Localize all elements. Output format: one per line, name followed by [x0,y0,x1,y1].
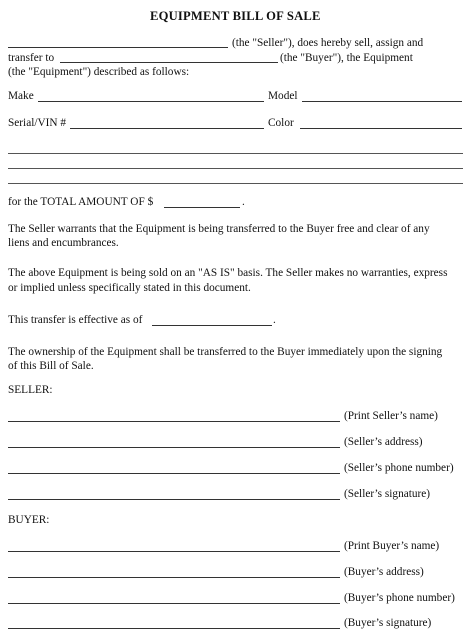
equipment-line: (the "Equipment") described as follows: [8,66,190,78]
buyer-clause: (the "Buyer"), the Equipment [280,52,413,64]
buyer-signature-label: (Buyer’s signature) [344,617,432,629]
buyer-name-field[interactable] [8,550,340,552]
total-amount-period: . [242,196,245,208]
seller-address-label: (Seller’s address) [344,436,423,448]
seller-phone-field[interactable] [8,472,340,474]
seller-name-field[interactable] [8,420,340,422]
serial-field[interactable] [70,127,264,129]
ownership-line-2: of this Bill of Sale. [8,360,94,372]
serial-label: Serial/VIN # [8,117,67,129]
model-field[interactable] [302,100,462,102]
as-is-line-1: The above Equipment is being sold on an "AS IS" basis. The Seller makes no warranties, express [8,267,448,279]
description-line[interactable] [8,152,463,154]
seller-name-blank[interactable] [8,46,228,48]
document-title: EQUIPMENT BILL OF SALE [150,9,321,23]
effective-date-field[interactable] [152,324,272,326]
description-line[interactable] [8,167,463,169]
total-amount-label: for the TOTAL AMOUNT OF $ [8,196,154,208]
ownership-line-1: The ownership of the Equipment shall be transferred to the Buyer immediately upon the signing [8,346,443,358]
seller-phone-label: (Seller’s phone number) [344,462,454,474]
color-field[interactable] [300,127,462,129]
seller-signature-field[interactable] [8,498,340,500]
buyer-heading: BUYER: [8,514,50,526]
make-label: Make [8,90,34,102]
seller-clause: (the "Seller"), does hereby sell, assign and [232,37,424,49]
seller-address-field[interactable] [8,446,340,448]
warranty-line-2: liens and encumbrances. [8,237,119,249]
total-amount-field[interactable] [164,206,240,208]
as-is-line-2: or implied unless specifically stated in this document. [8,282,251,294]
buyer-address-label: (Buyer’s address) [344,566,424,578]
buyer-name-label: (Print Buyer’s name) [344,540,440,552]
model-label: Model [268,90,298,102]
buyer-signature-field[interactable] [8,627,340,629]
buyer-name-blank[interactable] [60,61,278,63]
warranty-line-1: The Seller warrants that the Equipment is being transferred to the Buyer free and clear of any [8,223,430,235]
buyer-address-field[interactable] [8,576,340,578]
seller-heading: SELLER: [8,384,53,396]
color-label: Color [268,117,294,129]
buyer-phone-label: (Buyer’s phone number) [344,592,455,604]
transfer-to-label: transfer to [8,52,55,64]
make-field[interactable] [38,100,264,102]
seller-name-label: (Print Seller’s name) [344,410,438,422]
buyer-phone-field[interactable] [8,602,340,604]
effective-date-period: . [273,314,276,326]
seller-signature-label: (Seller’s signature) [344,488,431,500]
description-line[interactable] [8,182,463,184]
effective-date-label: This transfer is effective as of [8,314,143,326]
